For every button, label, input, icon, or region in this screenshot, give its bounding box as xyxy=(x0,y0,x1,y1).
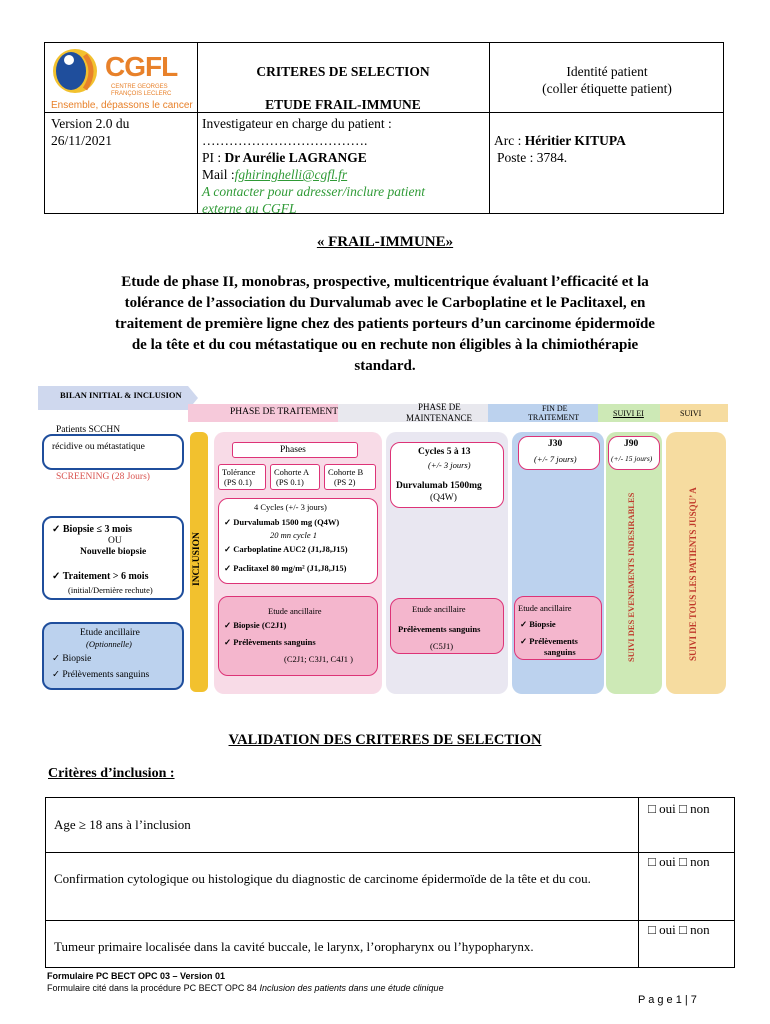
dose-cycle: 20 mn cycle 1 xyxy=(270,530,317,540)
phase-maint-label1: PHASE DE xyxy=(418,402,461,412)
tolerance-line1: Tolérance xyxy=(222,467,256,477)
ancillary-fin-biopsie: ✓ Biopsie xyxy=(520,619,556,629)
durva-maint: Durvalumab 1500mg xyxy=(396,481,482,491)
pacli-line: ✓ Paclitaxel 80 mg/m² (J1,J8,J15) xyxy=(224,563,347,573)
cycles-5-13: Cycles 5 à 13 xyxy=(418,447,471,457)
screening-label: SCREENING (28 Jours) xyxy=(56,472,150,482)
or-label: OU xyxy=(108,536,122,546)
phases-label: Phases xyxy=(280,445,306,455)
arc-line xyxy=(494,132,626,149)
nouvelle-biopsie: Nouvelle biopsie xyxy=(80,547,147,557)
ancillary-maint-cycle: (C5J1) xyxy=(430,641,454,651)
criteria-table xyxy=(45,797,735,968)
arc-name: Héritier KITUPA xyxy=(524,133,626,148)
desc-line1: Etude de phase II, monobras, prospective, multicentrique évaluant l’efficacité et la xyxy=(121,274,649,290)
patient-id-label: Identité patient xyxy=(566,64,648,79)
criterion-1-choice[interactable]: □ oui □ non xyxy=(648,801,710,816)
study-schema xyxy=(38,384,728,696)
mail-link[interactable]: fghiringhelli@cgfl.fr xyxy=(234,167,348,182)
j30-label: J30 xyxy=(548,439,563,449)
q4w-label: (Q4W) xyxy=(430,493,457,503)
footer-line1: Formulaire PC BECT OPC 03 – Version 01 xyxy=(47,971,226,981)
cohort-b-line1: Cohorte B xyxy=(328,467,364,477)
bilan-label: BILAN INITIAL & INCLUSION xyxy=(60,390,182,400)
desc-line5: standard. xyxy=(354,358,416,374)
page-number: P a g e 1 | 7 xyxy=(638,994,697,1006)
ancillary-initial-prelev: ✓ Prélèvements sanguins xyxy=(52,670,150,680)
investigator-label: Investigateur en charge du patient : xyxy=(202,116,392,131)
mail-line xyxy=(202,166,347,183)
version-line2: 26/11/2021 xyxy=(51,133,113,148)
j90-label: J90 xyxy=(624,439,639,449)
poste-line: Poste : 3784. xyxy=(497,150,568,165)
phase-traitement-label: PHASE DE TRAITEMENT xyxy=(230,407,339,417)
suivi-ei-vertical: SUIVI DES EVENEMENTS INDESIRABLES xyxy=(626,492,636,662)
durva-line: ✓ Durvalumab 1500 mg (Q4W) xyxy=(224,517,340,527)
ancillary-treatment-biopsie: ✓ Biopsie (C2J1) xyxy=(224,620,287,630)
logo-sub2: FRANÇOIS LECLERC xyxy=(111,91,172,97)
contact-line1: A contacter pour adresser/inclure patient xyxy=(202,184,425,199)
cgfl-logo xyxy=(49,45,193,113)
patients-line1: Patients SCCHN xyxy=(56,425,121,435)
arc-prefix: Arc : xyxy=(494,133,525,148)
cycles-5-13-sub: (+/- 3 jours) xyxy=(428,460,471,470)
criterion-1-text: Age ≥ 18 ans à l’inclusion xyxy=(54,817,191,832)
ancillary-optional: (Optionnelle) xyxy=(86,639,132,649)
footer-line2b: Inclusion des patients dans une étude clinique xyxy=(259,983,444,993)
tolerance-line2: (PS 0.1) xyxy=(224,477,252,487)
ancillary-initial-biopsie: ✓ Biopsie xyxy=(52,654,92,664)
fin-label1: FIN DE xyxy=(542,404,568,413)
validation-title: VALIDATION DES CRITERES DE SELECTION xyxy=(228,732,542,748)
footer-line2 xyxy=(47,983,444,993)
contact-line2: externe au CGFL xyxy=(202,201,297,216)
footer-line2a: Formulaire cité dans la procédure PC BECT OPC 84 xyxy=(47,983,260,993)
patient-sticker-label: (coller étiquette patient) xyxy=(542,81,672,96)
biopsie-criterion: ✓ Biopsie ≤ 3 mois xyxy=(52,524,132,535)
ancillary-maint-title: Etude ancillaire xyxy=(412,604,466,614)
cohort-a-line2: (PS 0.1) xyxy=(276,477,304,487)
logo-tagline: Ensemble, dépassons le cancer xyxy=(51,100,193,111)
logo-sub1: CENTRE GEORGES xyxy=(111,84,168,90)
investigator-dots: ………………………………. xyxy=(202,133,368,148)
ancillary-treatment-cycles: (C2J1; C3J1, C4J1 ) xyxy=(284,654,353,664)
inclusion-label: INCLUSION xyxy=(192,532,202,586)
carbo-line: ✓ Carboplatine AUC2 (J1,J8,J15) xyxy=(224,544,348,554)
ancillary-treatment-prelev: ✓ Prélèvements sanguins xyxy=(224,637,316,647)
ancillary-fin-prelev: ✓ Prélèvements xyxy=(520,636,578,646)
j90-sub: (+/- 15 jours) xyxy=(611,454,653,463)
traitement-criterion: ✓ Traitement > 6 mois xyxy=(52,571,149,582)
ancillary-fin-title: Etude ancillaire xyxy=(518,603,572,613)
criteria-header: CRITERES DE SELECTION xyxy=(256,64,430,79)
j30-sub: (+/- 7 jours) xyxy=(534,454,577,464)
study-header: ETUDE FRAIL-IMMUNE xyxy=(265,97,421,112)
version-line1: Version 2.0 du xyxy=(51,116,130,131)
inclusion-criteria-title: Critères d’inclusion : xyxy=(48,766,175,781)
pi-name: Dr Aurélie LAGRANGE xyxy=(224,150,367,165)
study-description xyxy=(50,272,720,377)
ancillary-maint-prelev: Prélèvements sanguins xyxy=(398,624,481,634)
suivi-label: SUIVI xyxy=(680,409,702,418)
criterion-3-text: Tumeur primaire localisée dans la cavité buccale, le larynx, l’oropharynx ou l’hypopharynx. xyxy=(54,939,534,954)
criterion-2-choice[interactable]: □ oui □ non xyxy=(648,854,710,869)
ancillary-treatment-title: Etude ancillaire xyxy=(268,606,322,616)
pi-prefix: PI : xyxy=(202,150,225,165)
cohort-b-line2: (PS 2) xyxy=(334,477,356,487)
ancillary-fin-sanguins: sanguins xyxy=(544,647,576,657)
fin-label2: TRAITEMENT xyxy=(528,413,580,422)
desc-line2: tolérance de l’association du Durvalumab avec le Carboplatine et le Paclitaxel, en xyxy=(124,295,646,311)
initial-label: (initial/Dernière rechute) xyxy=(68,585,153,595)
patients-line2: récidive ou métastatique xyxy=(52,442,145,452)
ancillary-initial-title: Etude ancillaire xyxy=(80,628,140,638)
suivi-ei-label: SUIVI EI xyxy=(613,409,644,418)
study-name: « FRAIL-IMMUNE» xyxy=(316,234,454,250)
criterion-2-text: Confirmation cytologique ou histologique du diagnostic de carcinome épidermoïde de la tête et du cou. xyxy=(54,871,591,886)
desc-line3: traitement de première ligne chez des patients porteurs d’un carcinome épidermoïde xyxy=(115,316,655,332)
phase-maint-label2: MAINTENANCE xyxy=(406,413,472,423)
criterion-3-choice[interactable]: □ oui □ non xyxy=(648,922,710,937)
logo-name: CGFL xyxy=(105,51,178,82)
mail-prefix: Mail : xyxy=(202,167,235,182)
cohort-a-line1: Cohorte A xyxy=(274,467,310,477)
pi-line xyxy=(202,149,367,166)
suivi-vertical: SUIVI DE TOUS LES PATIENTS JUSQU’ A xyxy=(688,487,698,661)
cycles-4-label: 4 Cycles (+/- 3 jours) xyxy=(254,502,327,512)
desc-line4: de la tête et du cou métastatique ou en rechute non éligibles à la chimiothérapie xyxy=(131,337,639,353)
header-table xyxy=(44,42,724,214)
